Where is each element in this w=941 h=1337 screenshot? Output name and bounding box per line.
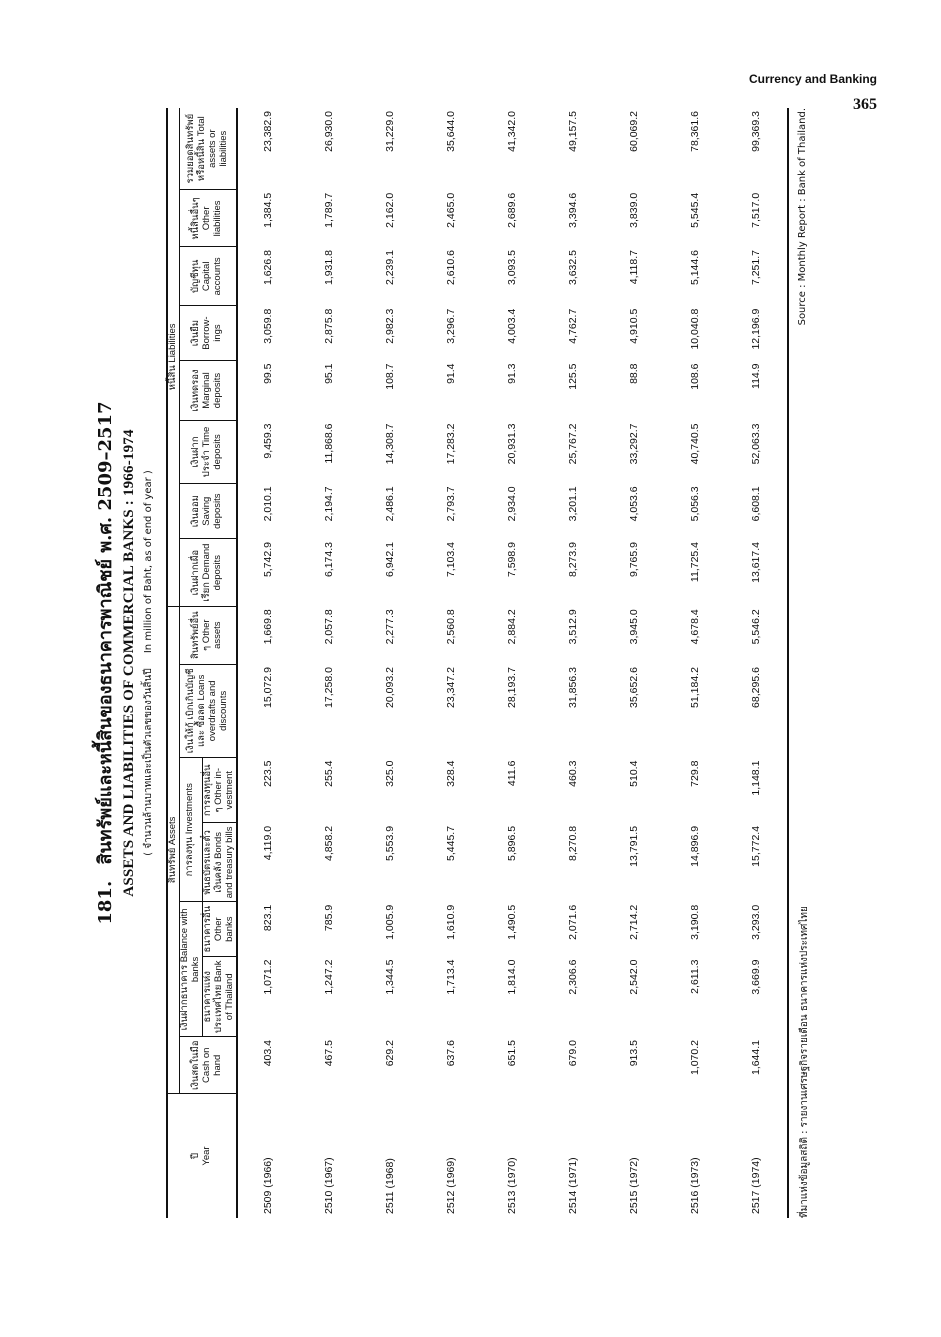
- cell-loans: 35,652.6: [628, 667, 641, 708]
- cell-marginal: 125.5: [567, 363, 580, 390]
- cell-loans: 20,093.2: [384, 667, 397, 708]
- assets-liabilities-table: [166, 108, 789, 1218]
- cell-marginal: 91.4: [445, 363, 458, 384]
- cell-other-inv: 460.3: [567, 760, 580, 787]
- cell-demand: 6,942.1: [384, 542, 397, 578]
- cell-other-liab: 3,394.6: [567, 192, 580, 228]
- cell-capital: 4,118.7: [628, 250, 641, 285]
- cell-other-assets: 3,945.0: [628, 609, 641, 645]
- cell-bot: 2,611.3: [689, 959, 702, 994]
- cell-other-assets: 2,560.8: [445, 609, 458, 645]
- cell-other-assets: 2,277.3: [384, 609, 397, 645]
- table-row: [482, 108, 543, 1218]
- section-title: Currency and Banking: [748, 72, 877, 86]
- cell-year: 2514 (1971): [567, 1157, 580, 1214]
- cell-cash: 403.4: [262, 1040, 275, 1067]
- cell-borrow: 3,059.8: [262, 308, 275, 344]
- cell-total: 41,342.0: [506, 111, 519, 152]
- table-row: [665, 108, 726, 1218]
- cell-other-inv: 223.5: [262, 760, 275, 787]
- table-row: [421, 108, 482, 1218]
- cell-time: 52,063.3: [750, 423, 763, 465]
- col-capital-accounts: บัญชีทุน Capital accounts: [179, 247, 236, 306]
- cell-other-assets: 4,678.4: [689, 609, 702, 645]
- cell-other-assets: 1,669.8: [262, 609, 275, 645]
- cell-bonds: 5,445.7: [445, 825, 458, 861]
- cell-other-liab: 5,545.4: [689, 192, 702, 228]
- cell-year: 2509 (1966): [262, 1157, 275, 1214]
- cell-other-assets: 3,512.9: [567, 609, 580, 645]
- col-marginal-deposits: เงินทดรอง Marginal deposits: [179, 360, 236, 420]
- cell-bot: 2,306.6: [567, 959, 580, 995]
- cell-year: 2510 (1967): [323, 1157, 336, 1214]
- cell-marginal: 88.8: [628, 363, 641, 384]
- cell-demand: 9,765.9: [628, 542, 641, 578]
- cell-other-inv: 255.4: [323, 760, 336, 787]
- cell-saving: 3,201.1: [567, 486, 580, 522]
- title-thai: สินทรัพย์และหนี้สินของธนาคารพาณิชย์ พ.ศ. 2509–2517: [95, 401, 116, 865]
- col-loans: เงินให้กู้ เบิกเกินบัญชีและ ซื้อลด Loans overdrafts and discounts: [179, 664, 236, 758]
- cell-other-banks: 3,190.8: [689, 904, 702, 940]
- cell-total: 49,157.5: [567, 111, 580, 152]
- cell-time: 11,868.6: [323, 423, 336, 464]
- cell-bot: 1,344.5: [384, 959, 397, 995]
- group-assets: สินทรัพย์ Assets: [167, 606, 179, 1093]
- source-line: [797, 108, 812, 1218]
- cell-time: 9,459.3: [262, 423, 275, 459]
- cell-marginal: 95.1: [323, 363, 336, 384]
- cell-saving: 6,608.1: [750, 486, 763, 522]
- cell-total: 26,930.0: [323, 111, 336, 152]
- cell-other-banks: 1,490.5: [506, 904, 519, 940]
- table-row: [299, 108, 360, 1218]
- cell-other-inv: 325.0: [384, 760, 397, 787]
- cell-time: 25,767.2: [567, 423, 580, 465]
- cell-demand: 13,617.4: [750, 542, 763, 583]
- cell-borrow: 4,910.5: [628, 308, 641, 344]
- col-other-investment: การลงทุนอื่น ๆ Other in-vestment: [202, 758, 236, 823]
- cell-borrow: 10,040.8: [689, 308, 702, 350]
- table-titles: [90, 68, 156, 1258]
- cell-bot: 1,071.2: [262, 959, 275, 995]
- cell-other-inv: 1,148.1: [750, 760, 763, 796]
- cell-marginal: 91.3: [506, 363, 519, 384]
- cell-capital: 3,093.5: [506, 250, 519, 286]
- cell-other-banks: 2,071.6: [567, 904, 580, 940]
- source-thai: ที่มาแห่งข้อมูลสถิติ : รายงานเศรษฐกิจรายเดือน ธนาคารแห่งประเทศไทย: [798, 906, 810, 1218]
- cell-cash: 913.5: [628, 1040, 641, 1067]
- cell-saving: 5,056.3: [689, 486, 702, 522]
- cell-loans: 68,295.6: [750, 667, 763, 708]
- cell-capital: 1,626.8: [262, 250, 275, 286]
- cell-cash: 1,644.1: [750, 1040, 763, 1076]
- cell-other-banks: 2,714.2: [628, 904, 641, 940]
- cell-year: 2517 (1974): [750, 1157, 763, 1214]
- table-row: [726, 108, 788, 1218]
- cell-total: 31,229.0: [384, 111, 397, 152]
- col-borrowings: เงินยืม Borrow-ings: [179, 306, 236, 361]
- cell-saving: 2,010.1: [262, 486, 275, 522]
- cell-other-banks: 785.9: [323, 904, 336, 932]
- cell-bot: 3,669.9: [750, 959, 763, 995]
- cell-capital: 2,610.6: [445, 250, 458, 286]
- col-year-thai: ปี: [189, 1152, 201, 1160]
- table-row: [360, 108, 421, 1218]
- cell-other-assets: 2,884.2: [506, 609, 519, 645]
- page-number: 365: [853, 96, 877, 113]
- unit-note: [141, 68, 156, 1258]
- cell-other-inv: 729.8: [689, 760, 702, 787]
- cell-borrow: 4,762.7: [567, 308, 580, 344]
- cell-cash: 651.5: [506, 1040, 519, 1067]
- cell-other-liab: 2,689.6: [506, 192, 519, 228]
- cell-total: 99,369.3: [750, 111, 763, 152]
- cell-demand: 7,103.4: [445, 542, 458, 578]
- cell-total: 60,069.2: [628, 111, 641, 152]
- cell-loans: 28,193.7: [506, 667, 519, 708]
- cell-other-inv: 411.6: [506, 760, 519, 787]
- table-header: [167, 108, 237, 1218]
- cell-bot: 1,247.2: [323, 959, 336, 995]
- cell-other-liab: 1,789.7: [323, 192, 336, 228]
- table-row: [237, 108, 299, 1218]
- cell-bonds: 14,896.9: [689, 825, 702, 867]
- cell-capital: 1,931.8: [323, 250, 336, 286]
- cell-borrow: 2,982.3: [384, 308, 397, 344]
- cell-bot: 1,814.0: [506, 959, 519, 995]
- cell-marginal: 108.7: [384, 363, 397, 390]
- cell-loans: 23,347.2: [445, 667, 458, 708]
- group-balance-with-banks: เงินฝากธนาคาร Balance with banks: [179, 902, 202, 1037]
- cell-other-liab: 3,839.0: [628, 192, 641, 228]
- col-other-assets: สินทรัพย์อื่น ๆ Other assets: [179, 606, 236, 664]
- cell-cash: 679.0: [567, 1040, 580, 1067]
- cell-borrow: 3,296.7: [445, 308, 458, 344]
- cell-year: 2513 (1970): [506, 1157, 519, 1214]
- cell-bot: 1,713.4: [445, 959, 458, 995]
- cell-time: 14,308.7: [384, 423, 397, 465]
- cell-loans: 15,072.9: [262, 667, 275, 708]
- cell-capital: 7,251.7: [750, 250, 763, 286]
- cell-other-inv: 328.4: [445, 760, 458, 787]
- unit-english: In million of Baht, as of end of year ): [143, 470, 154, 654]
- col-bank-of-thailand: ธนาคารแห่งประเทศไทย Bank of Thailand: [202, 957, 236, 1037]
- cell-saving: 2,194.7: [323, 486, 336, 522]
- cell-other-liab: 2,465.0: [445, 192, 458, 228]
- cell-bonds: 5,553.9: [384, 825, 397, 861]
- cell-demand: 6,174.3: [323, 542, 336, 578]
- cell-marginal: 114.9: [750, 363, 763, 389]
- cell-time: 40,740.5: [689, 423, 702, 465]
- cell-marginal: 99.5: [262, 363, 275, 384]
- unit-thai: ( จำนวนล้านบาทและเป็นตัวเลขของวันสิ้นปี: [143, 668, 154, 856]
- col-other-liabilities: หนี้สินอื่นๆ Other liabilities: [179, 190, 236, 247]
- cell-other-banks: 823.1: [262, 904, 275, 932]
- col-bonds: พันธบัตรและตั๋วเงินคลัง Bonds and treasury bills: [202, 823, 236, 902]
- cell-other-banks: 1,005.9: [384, 904, 397, 940]
- cell-borrow: 12,196.9: [750, 308, 763, 350]
- cell-cash: 637.6: [445, 1040, 458, 1067]
- cell-capital: 2,239.1: [384, 250, 397, 286]
- rotated-table-page: [90, 68, 810, 1258]
- source-english: Source : Monthly Report : Bank of Thailand.: [796, 108, 808, 326]
- cell-loans: 51,184.2: [689, 667, 702, 708]
- cell-bot: 2,542.0: [628, 959, 641, 995]
- group-investments: การลงทุน Investments: [179, 758, 202, 902]
- cell-time: 17,283.2: [445, 423, 458, 465]
- cell-cash: 629.2: [384, 1040, 397, 1067]
- cell-bonds: 13,791.5: [628, 825, 641, 867]
- cell-other-inv: 510.4: [628, 760, 641, 787]
- cell-other-assets: 5,546.2: [750, 609, 763, 645]
- group-liabilities: หนี้สิน Liabilities: [167, 108, 179, 606]
- cell-other-liab: 2,162.0: [384, 192, 397, 228]
- cell-loans: 17,258.0: [323, 667, 336, 708]
- cell-bonds: 4,119.0: [262, 825, 275, 861]
- cell-total: 35,644.0: [445, 111, 458, 152]
- cell-demand: 8,273.9: [567, 542, 580, 578]
- cell-borrow: 2,875.8: [323, 308, 336, 344]
- cell-bonds: 5,896.5: [506, 825, 519, 861]
- col-cash-on-hand: เงินสดในมือ Cash on hand: [179, 1037, 236, 1094]
- cell-saving: 2,793.7: [445, 486, 458, 522]
- col-demand-deposits: เงินฝากเผื่อเรียก Demand deposits: [179, 539, 236, 606]
- table-number: 181.: [95, 880, 116, 925]
- col-time-deposits: เงินฝากประจำ Time deposits: [179, 421, 236, 484]
- cell-time: 20,931.3: [506, 423, 519, 465]
- cell-year: 2511 (1968): [384, 1158, 397, 1214]
- cell-borrow: 4,003.4: [506, 308, 519, 344]
- cell-demand: 5,742.9: [262, 542, 275, 578]
- cell-year: 2516 (1973): [689, 1157, 702, 1214]
- cell-other-liab: 1,384.5: [262, 192, 275, 228]
- table-body: [237, 108, 788, 1218]
- cell-capital: 3,632.5: [567, 250, 580, 286]
- col-year-english: Year: [200, 1146, 212, 1166]
- table-row: [543, 108, 604, 1218]
- cell-total: 78,361.6: [689, 111, 702, 152]
- cell-saving: 2,486.1: [384, 486, 397, 522]
- cell-time: 33,292.7: [628, 423, 641, 465]
- cell-cash: 467.5: [323, 1040, 336, 1067]
- cell-saving: 4,053.6: [628, 486, 641, 522]
- cell-other-assets: 2,057.8: [323, 609, 336, 645]
- col-other-banks: ธนาคารอื่น Other banks: [202, 902, 236, 957]
- cell-bonds: 8,270.8: [567, 825, 580, 861]
- cell-bonds: 4,858.2: [323, 825, 336, 861]
- cell-year: 2512 (1969): [445, 1157, 458, 1214]
- cell-loans: 31,856.3: [567, 667, 580, 708]
- cell-year: 2515 (1972): [628, 1157, 641, 1214]
- cell-saving: 2,934.0: [506, 486, 519, 522]
- title-english: ASSETS AND LIABILITIES OF COMMERCIAL BANKS : 1966-1974: [121, 429, 137, 897]
- cell-other-liab: 7,517.0: [750, 192, 763, 228]
- col-saving-deposits: เงินออม Saving deposits: [179, 483, 236, 539]
- cell-capital: 5,144.6: [689, 250, 702, 286]
- cell-marginal: 108.6: [689, 363, 702, 390]
- col-year: [167, 1094, 237, 1219]
- title-thai-line: [90, 68, 119, 1258]
- cell-bonds: 15,772.4: [750, 825, 763, 867]
- cell-other-banks: 3,293.0: [750, 904, 763, 940]
- cell-total: 23,382.9: [262, 111, 275, 152]
- cell-demand: 11,725.4: [689, 542, 702, 583]
- col-total: รวมยอดสินทรัพย์หรือหนี้สิน Total assets or liabilities: [179, 108, 236, 190]
- table-row: [604, 108, 665, 1218]
- cell-cash: 1,070.2: [689, 1040, 702, 1076]
- cell-demand: 7,598.9: [506, 542, 519, 578]
- cell-other-banks: 1,610.9: [445, 904, 458, 940]
